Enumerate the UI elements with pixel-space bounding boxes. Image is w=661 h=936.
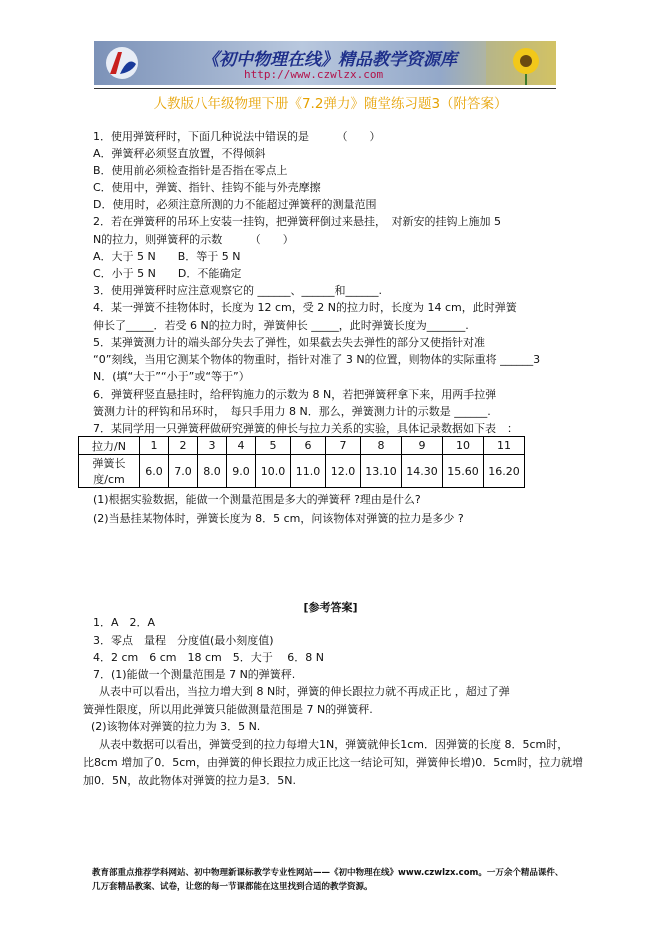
length-cell: 6.0 <box>140 455 169 488</box>
force-cell: 10 <box>443 437 484 455</box>
answer-line: 3．零点 量程 分度值(最小刻度值) <box>93 634 274 647</box>
options-2ab: A．大于 5 N B．等于 5 N <box>93 250 241 263</box>
answer-line: 簧弹性限度，所以用此弹簧只能做测量范围是 7 N的弹簧秤. <box>83 703 373 716</box>
answer-line: 加0．5N，故此物体对弹簧的拉力是3．5N. <box>83 774 296 787</box>
question-1: 1．使用弹簧秤时，下面几种说法中错误的是 （ ） <box>93 130 381 143</box>
length-cell: 16.20 <box>484 455 525 488</box>
force-cell: 6 <box>291 437 326 455</box>
answer-line: (2)该物体对弹簧的拉力为 3．5 N. <box>91 720 261 733</box>
option-1a: A．弹簧秤必须竖直放置，不得倾斜 <box>93 147 266 160</box>
banner-url[interactable]: http://www.czwlzx.com <box>244 68 384 81</box>
footer-line: 几万套精品教案、试卷，让您的每一节课都能在这里找到合适的教学资源。 <box>92 882 373 892</box>
force-cell: 2 <box>169 437 198 455</box>
option-1c: C．使用中，弹簧、指针、挂钩不能与外壳摩擦 <box>93 181 321 194</box>
question-5-cont: “0”刻线，当用它测某个物体的物重时，指针对准了 3 N的位置，则物体的实际重将 ______3 <box>93 353 541 366</box>
question-4: 4．某一弹簧不挂物体时，长度为 12 cm，受 2 N的拉力时，长度为 14 cm，此时弹簧 <box>93 301 517 314</box>
row-label-force: 拉力/N <box>79 437 140 455</box>
question-6: 6．弹簧秤竖直悬挂时，给秤钩施力的示数为 8 N，若把弹簧秤拿下来，用两手拉弹 <box>93 388 497 401</box>
answer-line: 1．A 2．A <box>93 616 156 629</box>
length-cell: 11.0 <box>291 455 326 488</box>
answer-heading: [参考答案] <box>303 601 358 614</box>
answer-line: 从表中可以看出，当拉力增大到 8 N时，弹簧的伸长跟拉力就不再成正比 ，超过了弹 <box>99 685 510 698</box>
force-cell: 11 <box>484 437 525 455</box>
banner-title: 《初中物理在线》精品教学资源库 <box>202 50 457 70</box>
force-cell: 7 <box>326 437 361 455</box>
length-cell: 8.0 <box>198 455 227 488</box>
force-cell: 5 <box>256 437 291 455</box>
page-title: 人教版八年级物理下册《7.2弹力》随堂练习题3（附答案） <box>153 96 508 112</box>
question-5-end: N．(填“大于”“小于”或“等于”） <box>93 370 250 383</box>
data-table <box>78 436 525 488</box>
answer-line: 4．2 cm 6 cm 18 cm 5．大于 6．8 N <box>93 651 324 664</box>
option-1d: D．使用时，必须注意所测的力不能超过弹簧秤的测量范围 <box>93 198 377 211</box>
site-logo-icon <box>102 44 142 82</box>
option-1b: B．使用前必须检查指针是否指在零点上 <box>93 164 288 177</box>
force-cell: 4 <box>227 437 256 455</box>
length-cell: 13.10 <box>361 455 402 488</box>
question-7-part2: (2)当悬挂某物体时，弹簧长度为 8．5 cm，问该物体对弹簧的拉力是多少 ? <box>93 512 464 525</box>
question-6-cont: 簧测力计的秤钩和吊环时， 每只手用力 8 N．那么，弹簧测力计的示数是 ______. <box>93 405 491 418</box>
question-2-cont: N的拉力，则弹簧秤的示数 （ ） <box>93 233 294 246</box>
footer-line: 教育部重点推荐学科网站、初中物理新课标教学专业性网站——《初中物理在线》www.czwlzx.com。一万余个精品课件、 <box>92 868 564 878</box>
question-7: 7．某同学用一只弹簧秤做研究弹簧的伸长与拉力关系的实验，具体记录数据如下表 ： <box>93 422 518 435</box>
question-2: 2．若在弹簧秤的吊环上安装一挂钩，把弹簧秤倒过来悬挂， 对新安的挂钩上施加 5 <box>93 215 501 228</box>
length-cell: 12.0 <box>326 455 361 488</box>
answer-line: 7．(1)能做一个测量范围是 7 N的弹簧秤. <box>93 668 296 681</box>
length-cell: 15.60 <box>443 455 484 488</box>
force-cell: 9 <box>402 437 443 455</box>
force-cell: 1 <box>140 437 169 455</box>
length-cell: 14.30 <box>402 455 443 488</box>
answer-line: 从表中数据可以看出，弹簧受到的拉力每增大1N，弹簧就伸长1cm．因弹簧的长度 8．5cm时， <box>99 738 569 751</box>
header-banner <box>94 41 556 85</box>
answer-line: 比8cm 增加了0．5cm，由弹簧的伸长跟拉力成正比这一结论可知，弹簧伸长增)0．5cm时，拉力就增 <box>83 756 584 769</box>
row-label-length: 弹簧长 度/cm <box>79 455 140 488</box>
force-cell: 3 <box>198 437 227 455</box>
table-row <box>79 455 525 488</box>
question-5: 5．某弹簧测力计的端头部分失去了弹性，如果截去失去弹性的部分又使指针对准 <box>93 336 485 349</box>
question-3: 3．使用弹簧秤时应注意观察它的 ______、______和______. <box>93 284 382 297</box>
length-cell: 10.0 <box>256 455 291 488</box>
question-7-part1: (1)根据实验数据，能做一个测量范围是多大的弹簧秤 ?理由是什么? <box>93 493 421 506</box>
length-cell: 9.0 <box>227 455 256 488</box>
question-4-cont: 伸长了_____．若受 6 N的拉力时，弹簧伸长 _____，此时弹簧长度为_______. <box>93 319 469 332</box>
header-divider <box>94 88 556 89</box>
length-cell: 7.0 <box>169 455 198 488</box>
sunflower-icon <box>486 41 556 85</box>
table-row <box>79 437 525 455</box>
force-cell: 8 <box>361 437 402 455</box>
options-2cd: C．小于 5 N D．不能确定 <box>93 267 242 280</box>
